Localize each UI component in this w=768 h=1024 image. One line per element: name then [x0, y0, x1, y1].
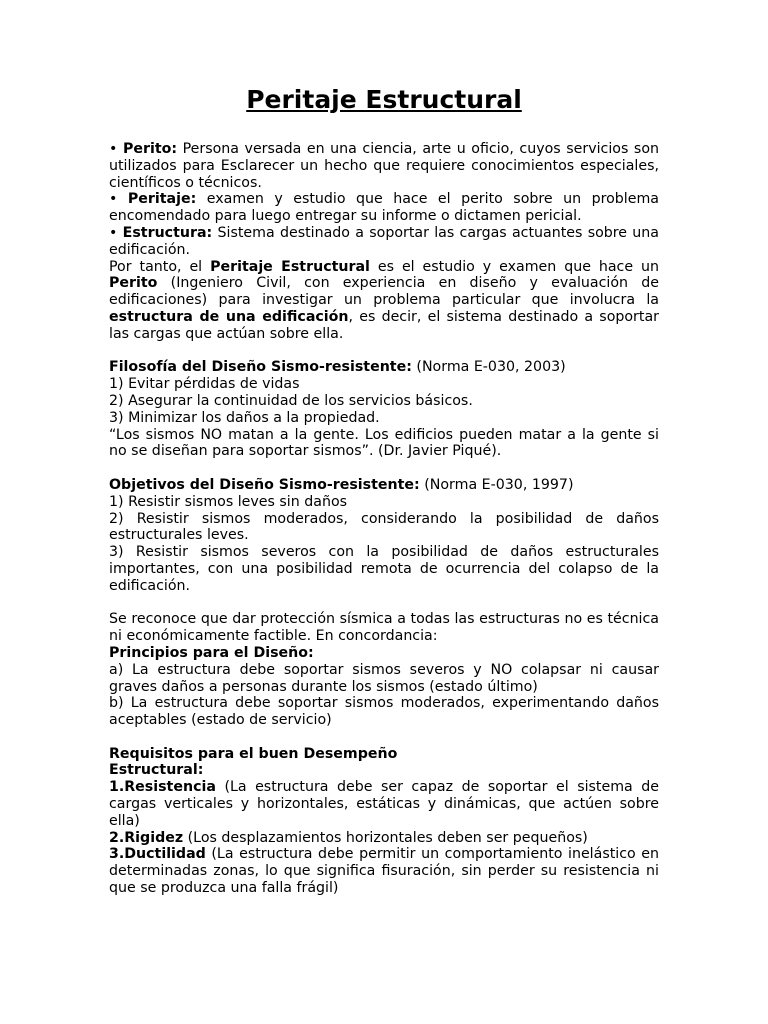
term-peritaje: Peritaje:: [127, 191, 197, 208]
list-item: 3) Resistir sismos severos con la posibilidad de daños estructurales importantes, con una posibilidad remota de ocurrencia del colapso de la edificación.: [109, 544, 659, 594]
definition-peritaje-text: examen y estudio que hace el perito sobre un problema encomendado para luego entregar su informe o dictamen pericial.: [109, 191, 659, 225]
term-estructura: Estructura:: [122, 224, 213, 241]
section-heading-objetivos: Objetivos del Diseño Sismo-resistente: (Norma E-030, 1997): [109, 476, 574, 493]
list-item: 1) Resistir sismos leves sin daños: [109, 493, 348, 510]
definition-estructura-text: Sistema destinado a soportar las cargas actuantes sobre una edificación.: [109, 224, 659, 258]
norma-reference: (Norma E-030, 2003): [416, 359, 566, 376]
list-item: 1) Evitar pérdidas de vidas: [109, 376, 300, 393]
document-title: Peritaje Estructural: [246, 85, 522, 114]
list-item: 2) Asegurar la continuidad de los servicios básicos.: [109, 392, 473, 409]
definition-estructura: • Estructura: Sistema destinado a soportar las cargas actuantes sobre una edificación.: [109, 224, 659, 258]
quote: “Los sismos NO matan a la gente. Los edificios pueden matar a la gente si no se diseñan para soportar sismos”. (Dr. Javier Piqué).: [109, 426, 659, 460]
list-item: 2) Resistir sismos moderados, considerando la posibilidad de daños estructurales leves.: [109, 510, 659, 544]
requirement-rigidez: 2.Rigidez (Los desplazamientos horizontales deben ser pequeños): [109, 829, 588, 846]
paragraph-reconoce: Se reconoce que dar protección sísmica a todas las estructuras no es técnica ni económicamente factible. En concordancia:: [109, 611, 659, 645]
requirement-resistencia: 1.Resistencia (La estructura debe ser capaz de soportar el sistema de cargas verticales y horizontales, estáticas y dinámicas, que actúen sobre ella): [109, 779, 659, 829]
requirement-ductilidad: 3.Ductilidad (La estructura debe permitir un comportamiento inelástico en determinadas zonas, lo que significa fisuración, sin perder su resistencia ni que se produzca una falla frágil): [109, 846, 659, 897]
document-body: [109, 141, 659, 897]
section-heading-principios: Principios para el Diseño:: [109, 644, 314, 661]
list-item: 3) Minimizar los daños a la propiedad.: [109, 409, 380, 426]
definition-perito-text: Persona versada en una ciencia, arte u oficio, cuyos servicios son utilizados para Esclarecer un hecho que requiere conocimientos especiales, científicos o técnicos.: [109, 141, 659, 191]
spacer: [109, 343, 659, 360]
section-heading-requisitos: Requisitos para el buen Desempeño: [109, 745, 398, 762]
section-heading-filosofia: Filosofía del Diseño Sismo-resistente: (Norma E-030, 2003): [109, 359, 566, 376]
principle-a: a) La estructura debe soportar sismos severos y NO colapsar ni causar graves daños a personas durante los sismos (estado último): [109, 661, 659, 695]
norma-reference: (Norma E-030, 1997): [424, 476, 574, 493]
definition-perito: • Perito: Persona versada en una ciencia, arte u oficio, cuyos servicios son utilizados para Esclarecer un hecho que requiere conocimientos especiales, científicos o técnicos.: [109, 141, 659, 191]
principle-b: b) La estructura debe soportar sismos moderados, experimentando daños aceptables (estado de servicio): [109, 695, 659, 729]
spacer: [109, 595, 659, 612]
spacer: [109, 729, 659, 746]
spacer: [109, 460, 659, 477]
section-subheading-estructural: Estructural:: [109, 762, 204, 779]
term-perito: Perito:: [122, 141, 178, 157]
definition-peritaje: • Peritaje: examen y estudio que hace el perito sobre un problema encomendado para luego entregar su informe o dictamen pericial.: [109, 191, 659, 225]
intro-paragraph: Por tanto, el Peritaje Estructural es el estudio y examen que hace un Perito (Ingeniero Civil, con experiencia en diseño y evaluación de edificaciones) para investigar un problema particular que involucra la estructura de una edificación, es decir, el sistema destinado a soportar las cargas que actúan sobre ella.: [109, 258, 660, 342]
